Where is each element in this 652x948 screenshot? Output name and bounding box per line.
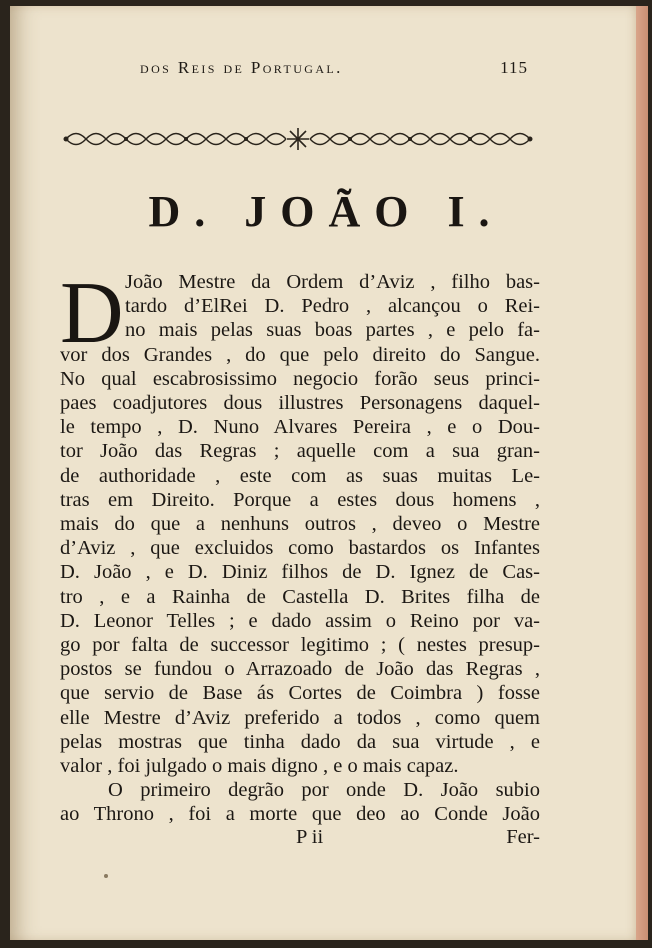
- text-line: go por falta de successor legitimo ; ( nestes presup-: [60, 634, 540, 657]
- text-line: paes coadjutores dous illustres Personagens daquel-: [60, 392, 540, 415]
- text-line: tras em Direito. Porque a estes dous homens ,: [60, 488, 540, 511]
- text-line: tardo d’ElRei D. Pedro , alcançou o Rei-: [125, 295, 540, 318]
- text-line: valor , foi julgado o mais digno , e o mais capaz.: [60, 755, 459, 778]
- text-line: de authoridade , este com as suas muitas Le-: [60, 464, 540, 487]
- text-line: tro , e a Rainha de Castella D. Brites filha de: [60, 585, 540, 608]
- chapter-title: D. JOÃO I.: [148, 187, 504, 236]
- catchword: Fer-: [506, 826, 540, 848]
- page-number: 115: [500, 58, 528, 77]
- text-line: ao Throno , foi a morte que deo ao Conde João: [60, 803, 540, 826]
- drop-cap: D: [60, 265, 124, 362]
- text-line: postos se fundou o Arrazoado de João das Regras ,: [60, 658, 540, 681]
- text-line: D. João , e D. Diniz filhos de D. Ignez de Cas-: [60, 561, 540, 584]
- text-line: No qual escabrosissimo negocio forão seus princi-: [60, 367, 540, 390]
- text-line: pelas mostras que tinha dado da sua virtude , e: [60, 730, 540, 753]
- page-edge: [636, 6, 648, 940]
- running-title: dos Reis de Portugal.: [140, 58, 343, 77]
- text-line: vor dos Grandes , do que pelo direito do Sangue.: [60, 343, 540, 366]
- running-header: [140, 58, 540, 84]
- body-text: [60, 265, 540, 827]
- page-footer: [60, 826, 540, 852]
- text-line: d’Aviz , que excluidos como bastardos os Infantes: [60, 537, 540, 560]
- text-line: João Mestre da Ordem d’Aviz , filho bas-: [125, 271, 540, 293]
- text-line: mais do que a nenhuns outros , deveo o Mestre: [60, 513, 540, 536]
- text-line: elle Mestre d’Aviz preferido a todos , como quem: [60, 706, 540, 729]
- paper-spot: [104, 874, 108, 878]
- text-line: que servio de Base ás Cortes de Coimbra ) fosse: [60, 682, 540, 705]
- text-line: no mais pelas suas boas partes , e pelo fa-: [125, 319, 540, 342]
- text-line: le tempo , D. Nuno Alvares Pereira , e o Dou-: [60, 416, 540, 439]
- text-line: D. Leonor Telles ; e dado assim o Reino por va-: [60, 609, 540, 632]
- signature-mark: P ii: [296, 826, 324, 848]
- ornament-band: [62, 126, 534, 152]
- text-line: O primeiro degrão por onde D. João subio: [108, 779, 540, 802]
- text-line: tor João das Regras ; aquelle com a sua gran-: [60, 440, 540, 463]
